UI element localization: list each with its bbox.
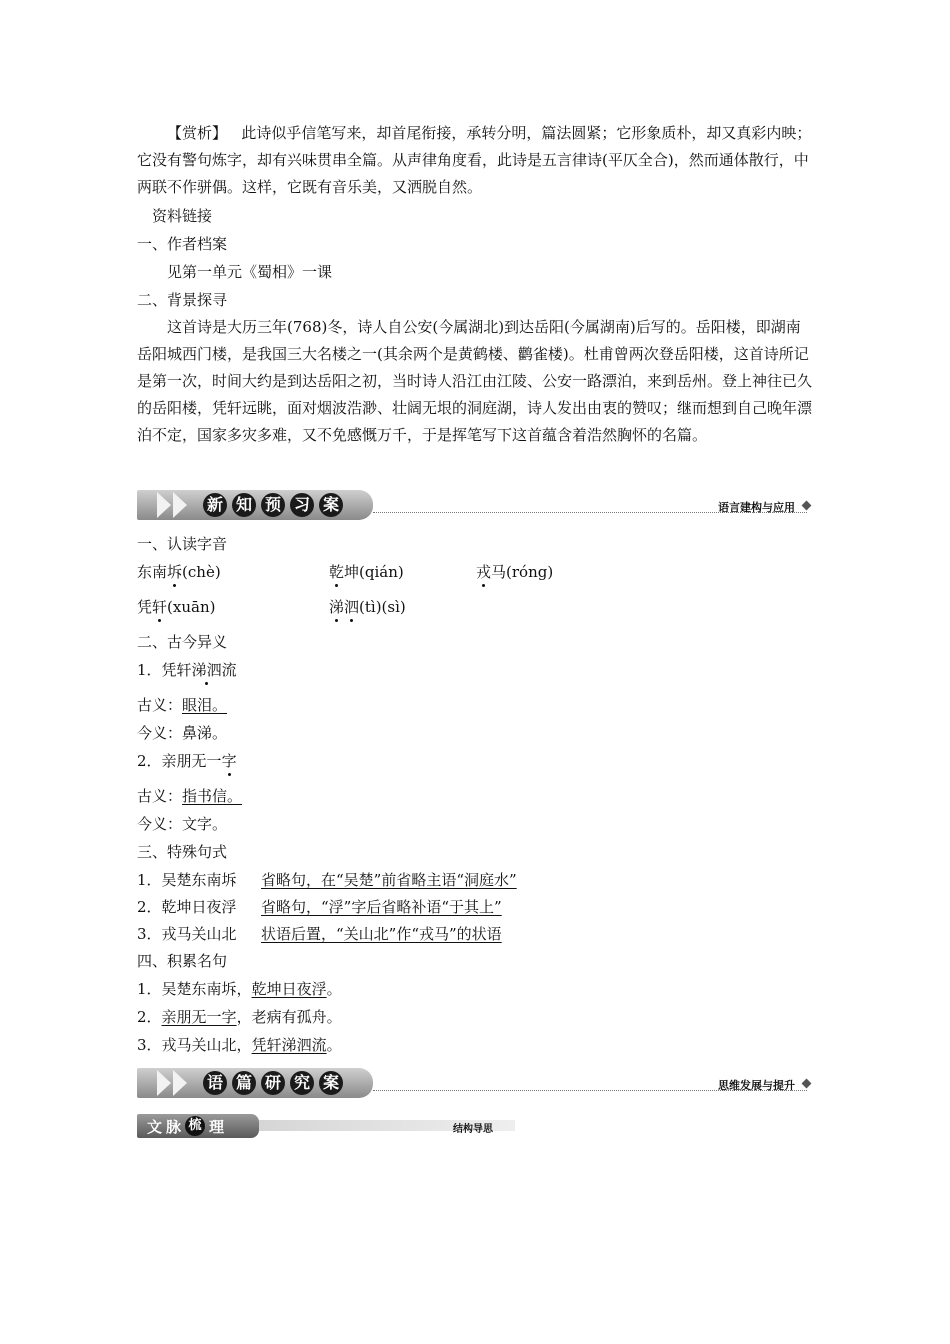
reading-heading: 一、认读字音 [137, 535, 228, 553]
appreciation-text: 此诗似乎信笔写来，却首尾衔接，承转分明，篇法圆紧；它形象质朴，却又真彩内映；它没有警句炼字，却有兴味贯串全篇。从声律角度看，此诗是五言律诗(平仄全合)，然而通体散行，中两联不作骈偶。这样，它既有音乐美，又洒脱自然。 [137, 124, 812, 196]
meaning-heading: 二、古今异义 [137, 633, 228, 651]
meaning-ancient-2: 古义：指书信。 [137, 787, 243, 805]
banner-char: 案 [319, 1071, 343, 1095]
section-banner-study [137, 1068, 813, 1100]
sub-char: 脉 [166, 1117, 182, 1136]
diamond-icon [802, 501, 812, 511]
background-text: 这首诗是大历三年(768)冬，诗人自公安(今属湖北)到达岳阳(今属湖南)后写的。岳阳楼，即湖南岳阳城西门楼，是我国三大名楼之一(其余两个是黄鹤楼、鹳雀楼)。杜甫曾两次登岳阳楼，这首诗所记是第一次，时间大约是到达岳阳之初，当时诗人沿江由江陵、公安一路漂泊，来到岳州。登上神往已久的岳阳楼，凭轩远眺，面对烟波浩渺、壮阔无垠的洞庭湖，诗人发出由衷的赞叹；继而想到自己晚年漂泊不定，国家多灾多难，又不免感慨万千，于是挥笔写下这首蕴含着浩然胸怀的名篇。 [137, 318, 813, 444]
banner-char: 研 [261, 1071, 285, 1095]
meaning-modern-2: 今义：文字。 [137, 815, 228, 833]
banner-tag: 思维发展与提升 [718, 1079, 795, 1092]
banner-char: 语 [203, 1071, 227, 1095]
section-banner-preview [137, 490, 813, 522]
special-item: 3．戎马关山北 状语后置，“关山北”作“戎马”的状语 [137, 925, 502, 943]
banner-title [203, 493, 343, 517]
famous-heading: 四、积累名句 [137, 952, 228, 970]
meaning-item-2: 2．亲朋无一字 [137, 752, 237, 770]
reading-item: 涕泗(tì)(sì) [329, 598, 406, 616]
banner-char: 案 [319, 493, 343, 517]
special-item: 2．乾坤日夜浮 省略句，“浮”字后省略补语“于其上” [137, 898, 502, 916]
appreciation-paragraph [137, 120, 813, 201]
banner-char: 预 [261, 493, 285, 517]
banner-char: 篇 [232, 1071, 256, 1095]
author-text: 见第一单元《蜀相》一课 [167, 263, 333, 281]
sub-char: 理 [209, 1117, 225, 1136]
meaning-ancient-1: 古义：眼泪。 [137, 696, 228, 714]
famous-item: 1．吴楚东南坼，乾坤日夜浮。 [137, 980, 342, 998]
sub-char: 梳 [185, 1116, 205, 1136]
banner-char: 究 [290, 1071, 314, 1095]
reading-item: 凭轩(xuān) [137, 598, 216, 616]
special-item: 1．吴楚东南坼 省略句，在“吴楚”前省略主语“洞庭水” [137, 871, 517, 889]
reading-item: 东南坼(chè) [137, 563, 221, 581]
banner-tag: 语言建构与应用 [718, 501, 795, 514]
chevron-icon [173, 492, 193, 518]
banner-char: 知 [232, 493, 256, 517]
background-heading: 二、背景探寻 [137, 291, 228, 309]
famous-item: 3．戎马关山北，凭轩涕泗流。 [137, 1036, 342, 1054]
meaning-modern-1: 今义：鼻涕。 [137, 724, 228, 742]
special-heading: 三、特殊句式 [137, 843, 228, 861]
links-title: 资料链接 [152, 207, 213, 225]
banner-char: 新 [203, 493, 227, 517]
meaning-item-1: 1．凭轩涕泗流 [137, 661, 237, 679]
reading-item: 戎马(róng) [476, 563, 554, 581]
sub-banner-tag: 结构导思 [453, 1124, 493, 1135]
reading-item: 乾坤(qián) [329, 563, 404, 581]
banner-char: 习 [290, 493, 314, 517]
sub-char: 文 [147, 1117, 163, 1136]
author-heading: 一、作者档案 [137, 235, 228, 253]
diamond-icon [802, 1079, 812, 1089]
sub-banner-title [137, 1114, 259, 1138]
banner-title [203, 1071, 343, 1095]
appreciation-label: 【赏析】 [167, 124, 228, 142]
chevron-icon [173, 1070, 193, 1096]
famous-item: 2．亲朋无一字，老病有孤舟。 [137, 1008, 342, 1026]
sub-banner-structure [137, 1114, 517, 1140]
